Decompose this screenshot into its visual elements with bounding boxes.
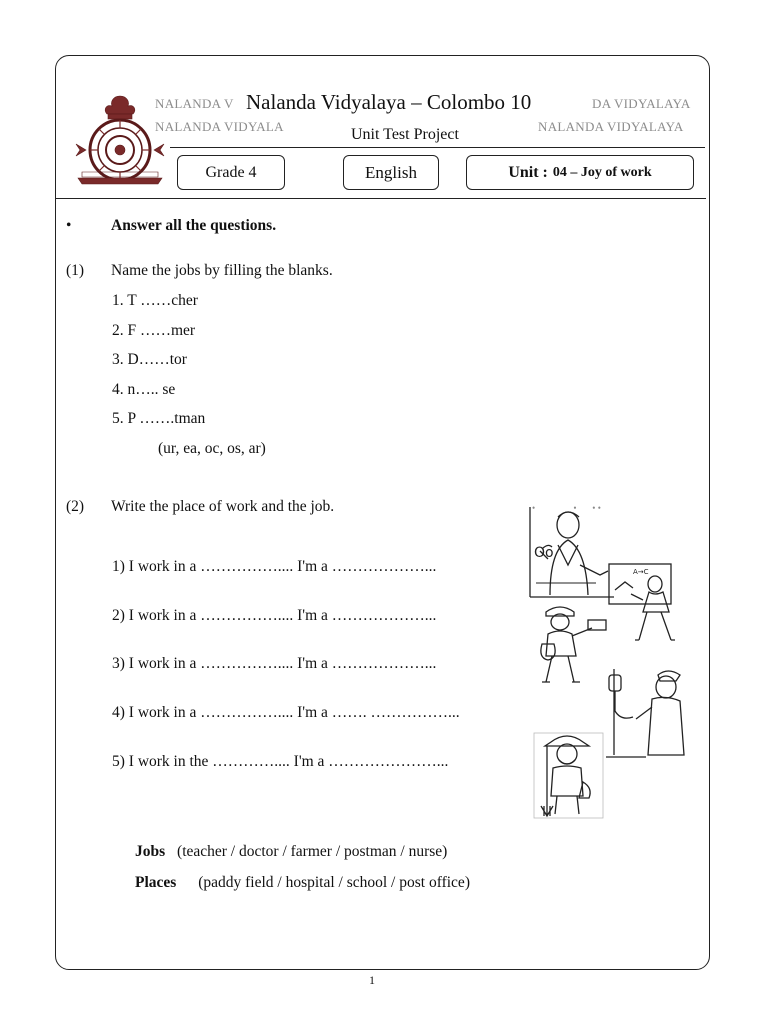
dots-icon: • • • •	[532, 503, 601, 513]
sentence-item: 3) I work in a …………….... I'm a ………………...	[112, 655, 437, 672]
subject-label: English	[365, 162, 417, 182]
letter-hint: (ur, ea, oc, os, ar)	[158, 440, 266, 457]
jobs-label: Jobs	[135, 843, 166, 860]
page-number: 1	[369, 973, 375, 987]
sentence-item: 2) I work in a …………….... I'm a ………………...	[112, 607, 437, 624]
header-rule-top	[170, 147, 705, 148]
school-crest-logo	[72, 92, 168, 190]
svg-text:Oo: Oo	[534, 545, 554, 561]
question-prompt: Write the place of work and the job.	[111, 498, 335, 515]
unit-box	[466, 155, 694, 190]
question-number: (1)	[66, 262, 85, 279]
grade-box	[177, 155, 285, 190]
school-title: Nalanda Vidyalaya – Colombo 10	[246, 90, 532, 114]
watermark-text: NALANDA VIDYALAYA	[538, 119, 684, 134]
blank-item: 1. T ……cher	[112, 292, 198, 309]
subject-box	[343, 155, 439, 190]
places-list: (paddy field / hospital / school / post office)	[198, 874, 470, 891]
bullet: •	[66, 217, 72, 234]
places-label: Places	[135, 874, 177, 891]
blank-item: 2. F ……mer	[112, 322, 196, 339]
farmer-illustration	[533, 732, 605, 820]
teacher-illustration	[605, 560, 683, 645]
jobs-list: (teacher / doctor / farmer / postman / nurse)	[177, 843, 448, 860]
grade-label: Grade 4	[205, 163, 257, 181]
header-rule-bottom	[56, 198, 706, 199]
sentence-item: 4) I work in a …………….... I'm a ……. ……………...	[112, 704, 460, 721]
blank-item: 3. D……tor	[112, 351, 187, 368]
watermark-text: DA VIDYALAYA	[592, 96, 691, 111]
unit-name: 04 – Joy of work	[552, 164, 652, 180]
board-text: A→C	[633, 568, 649, 576]
jobs-row	[135, 843, 447, 861]
doctor-illustration	[528, 505, 616, 600]
places-row	[135, 874, 470, 892]
instruction-text: Answer all the questions.	[111, 217, 277, 234]
document-subtitle: Unit Test Project	[351, 126, 459, 143]
blank-item: 5. P …….tman	[112, 410, 206, 427]
watermark-text: NALANDA VIDYALA	[155, 119, 284, 134]
sentence-item: 5) I work in the ………….... I'm a …………………...	[112, 753, 449, 770]
question-number: (2)	[66, 498, 85, 515]
watermark-text: NALANDA V	[155, 96, 234, 111]
nurse-illustration	[606, 665, 688, 760]
sentence-item: 1) I work in a …………….... I'm a ………………...	[112, 558, 437, 575]
postman-illustration	[536, 604, 608, 686]
blank-item: 4. n….. se	[112, 381, 176, 398]
unit-prefix: Unit :	[508, 163, 548, 181]
question-prompt: Name the jobs by filling the blanks.	[111, 262, 333, 279]
